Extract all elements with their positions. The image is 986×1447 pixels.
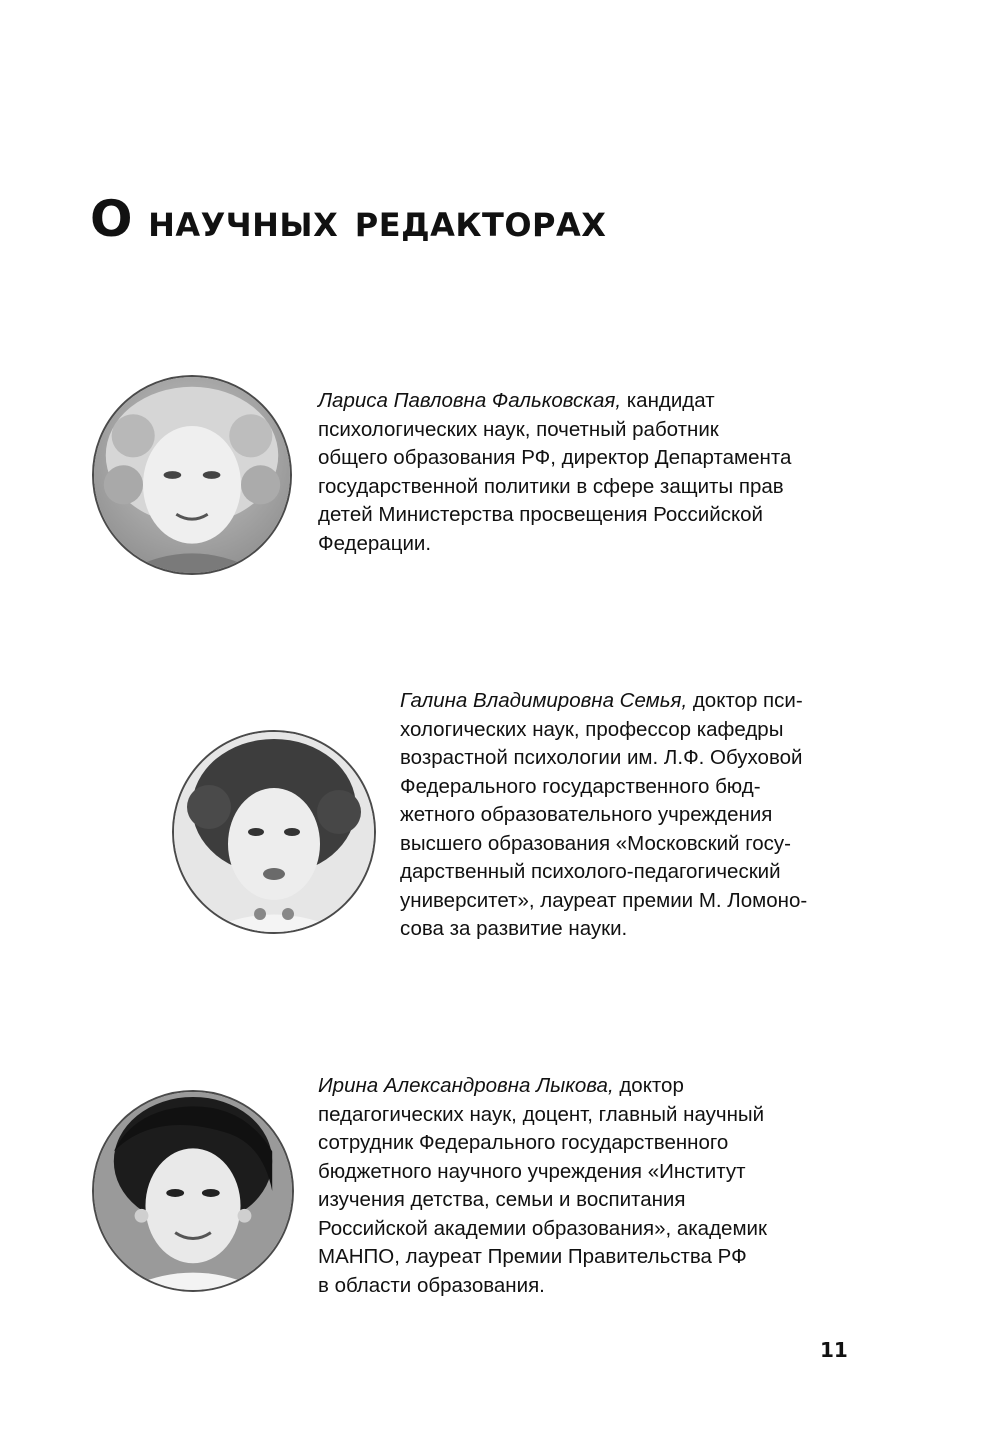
- editor-name: Галина Владимировна Семья,: [400, 689, 688, 712]
- page-number: 11: [820, 1338, 848, 1362]
- page-title: [90, 190, 606, 248]
- editor-name: Ирина Александровна Лыкова,: [318, 1074, 614, 1097]
- editor-bio-semya: Галина Владимировна Семья, доктор пси- хологических наук, профессор кафедры возрастной психологии им. Л.Ф. Обуховой Федерального государственного бюд- жетного образовательного учреждения высшего образования «Московский госу- дарственный психолого-педагогический университет», лауреат премии М. Ломоно- сова за развитие науки.: [400, 689, 808, 940]
- page-title-rest: научных редакторах: [148, 193, 607, 247]
- editor-photo-semya: [172, 730, 376, 934]
- editor-photo-falkovskaya: [92, 375, 292, 575]
- editor-bio-lykova: Ирина Александровна Лыкова, доктор педагогических наук, доцент, главный научный сотрудник Федерального государственного бюджетного научного учреждения «Институт изучения детства, семьи и воспитания Российской академии образования», академик МАНПО, лауреат Премии Правительства РФ в области образования.: [318, 1074, 767, 1297]
- editor-name: Лариса Павловна Фальковская,: [318, 389, 622, 412]
- page-title-first-letter: О: [90, 190, 134, 248]
- editor-bio-falkovskaya: Лариса Павловна Фальковская, кандидат психологических наук, почетный работник общего образования РФ, директор Департамента государственной политики в сфере защиты прав детей Министерства просвещения Российской Федерации.: [318, 389, 792, 555]
- editor-photo-lykova: [92, 1090, 294, 1292]
